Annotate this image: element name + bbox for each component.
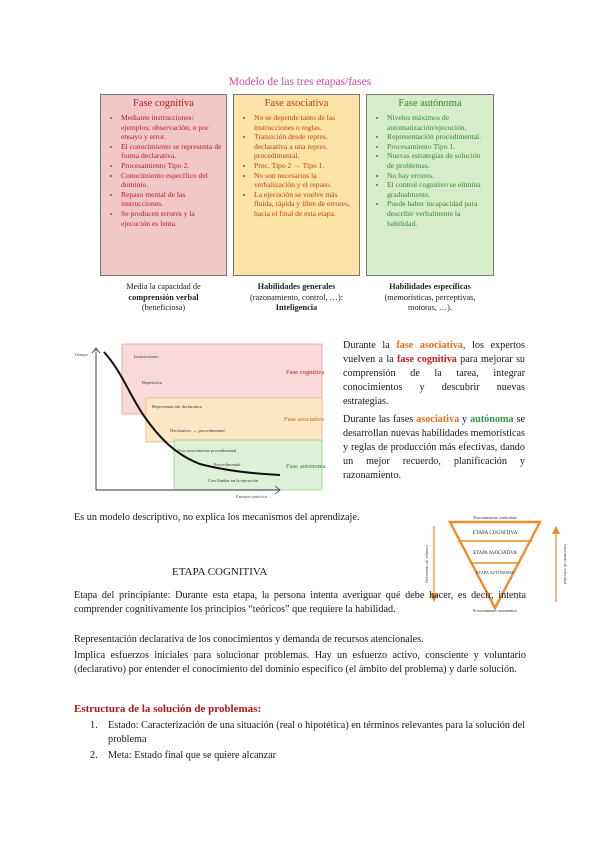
- curve-label: Procedimental: [214, 462, 241, 467]
- paragraph-principiante: Etapa del principiante: Durante esta etapa, la persona intenta averiguar qué debe hacer, es decir, intenta comprender cognitivamente los principios “teóricos” que requiere la habilidad.: [74, 590, 526, 615]
- learning-curve-diagram: [70, 336, 350, 502]
- list-item: • Puede haber incapacidad para describir verbalmente la habilidad.: [387, 199, 489, 228]
- triangle-right-label: Incremento de velocidad: [563, 544, 568, 584]
- text-run: y: [459, 414, 471, 425]
- triangle-top-label: Procesamiento controlado: [473, 515, 517, 520]
- highlight-asociativa: fase asociativa: [396, 340, 463, 351]
- caption-line: (razonamiento, control, …):: [249, 292, 344, 302]
- phase-autonoma-box: [366, 94, 494, 276]
- phase-label-asociativa: Fase asociativa: [284, 416, 325, 423]
- list-item: [90, 749, 526, 763]
- phase-label-autonoma: Fase autónoma: [286, 463, 326, 470]
- list-item: • Proc. Tipo 2 → Tipo 1.: [254, 161, 355, 171]
- paragraph-fase-asociativa: [343, 339, 525, 409]
- list-item: [90, 719, 526, 747]
- caption-line: Habilidades específicas: [389, 282, 471, 291]
- curve-label: Repetición: [142, 380, 162, 385]
- list-number: 2.: [90, 750, 98, 761]
- list-item: • No se depende tanto de las instrucciones o reglas.: [254, 113, 355, 132]
- triangle-level-cognitiva: ETAPA COGNITIVA: [472, 530, 518, 536]
- paragraph-representacion: Representación declarativa de los conocimientos y demanda de recursos atencionales.: [74, 634, 424, 645]
- caption-line: (beneficiosa): [141, 303, 186, 312]
- list-item: • Mediante instrucciones: ejemplos, observación, o por ensayo y error.: [121, 113, 222, 142]
- list-item: • Conocimiento específico del dominio.: [121, 171, 222, 190]
- paragraph-esfuerzos: Implica esfuerzos iniciales para solucionar problemas. Hay un esfuerzo activo, consciente y voluntario (declarativo) por entender el conocimiento del dominio específico (el ámbito del problema) y darle solución.: [74, 650, 526, 675]
- y-axis-label: Tiempo: [74, 352, 88, 357]
- caption-line: Inteligencia: [275, 303, 318, 312]
- model-description: Es un modelo descriptivo, no explica los mecanismos del aprendizaje.: [74, 512, 360, 523]
- curve-label: Uso conocimiento procedimental: [178, 448, 237, 453]
- caption-line: motoras, …).: [407, 303, 452, 312]
- list-number: 1.: [90, 720, 98, 731]
- section-heading: ETAPA COGNITIVA: [172, 566, 268, 578]
- list-item: • No son necesarios la verbalización y el repaso.: [254, 171, 355, 190]
- curve-label: Representación declarativa: [152, 404, 202, 409]
- page-title: Modelo de las tres etapas/fases: [228, 76, 372, 88]
- paragraph-fases-asociativa-autonoma: [343, 413, 525, 483]
- text-run: Durante la: [343, 340, 397, 351]
- text-run: , los expertos vuelven a la: [343, 340, 525, 365]
- list-text: Meta: Estado final que se quiere alcanzar: [108, 750, 277, 761]
- list-item: • Transición desde repres. declarativa a una repres. procedimental.: [254, 132, 355, 161]
- highlight-asociativa: asociativa: [416, 414, 460, 425]
- text-run: se desarrollan nuevas habilidades memorísticas y reglas de producción más efectivas, dando un mejor recuerdo, planificación y razonamiento.: [343, 414, 525, 481]
- phase-title: Fase autónoma: [398, 98, 462, 109]
- list-item: • El conocimiento se representa de forma declarativa.: [121, 142, 222, 161]
- list-text: Estado: Caracterización de una situación (real o hipotética) en términos relevantes para la solución del problema: [108, 720, 525, 745]
- triangle-level-autonoma: ETAPA AUTÓNOMA: [476, 570, 514, 575]
- phase-cognitiva-box: [100, 94, 227, 276]
- curve-label: Con fluidez en la ejecución: [208, 478, 259, 483]
- list-item: • Nuevas estrategias de solución de problemas.: [387, 151, 489, 170]
- caption-line: Media la capacidad de: [126, 282, 201, 291]
- phase-title: Fase asociativa: [264, 98, 329, 109]
- list-item: • La ejecución se vuelve más fluida, rápida y libre de errores, hacia el final de esta etapa.: [254, 190, 355, 219]
- under-caption-autonoma: [366, 282, 494, 314]
- phase-title: Fase cognitiva: [133, 98, 194, 109]
- subsection-heading: Estructura de la solución de problemas:: [74, 703, 262, 715]
- list-item: • No hay errores.: [387, 171, 489, 181]
- text-run: para mejorar su comprensión de la tarea, integrar conocimientos y descubrir nuevas estrategias.: [343, 354, 526, 407]
- text-run: Durante las fases: [343, 414, 417, 425]
- triangle-left-label: Incremento de esfuerzo: [424, 545, 429, 583]
- list-item: • El control cognitivo se elimina gradualmente.: [387, 180, 489, 199]
- highlight-autonoma: autónoma: [470, 414, 514, 425]
- under-caption-cognitiva: [100, 282, 227, 314]
- list-item: • Representación procedimental.: [387, 132, 489, 142]
- under-caption-asociativa: [228, 282, 365, 314]
- list-item: • Se producen errores y la ejecución es lenta.: [121, 209, 222, 228]
- highlight-cognitiva: fase cognitiva: [397, 354, 457, 365]
- caption-line: (memorísticas, perceptivas,: [384, 292, 476, 302]
- list-item: • Niveles máximos de automatización/ejecución.: [387, 113, 489, 132]
- curve-label: Instrucciones: [134, 354, 159, 359]
- right-arrow-head: [552, 526, 560, 534]
- list-item: • Repaso mental de las instrucciones.: [121, 190, 222, 209]
- list-item: • Procesamiento Tipo 1.: [387, 142, 489, 152]
- x-axis-label: Ensayos-práctica: [236, 494, 267, 499]
- caption-line: Habilidades generales: [257, 282, 336, 291]
- list-item: • Procesamiento Tipo 2.: [121, 161, 222, 171]
- phase-asociativa-box: [233, 94, 360, 276]
- triangle-level-asociativa: ETAPA ASOCIATIVA: [473, 551, 517, 556]
- caption-line: comprensión verbal: [128, 292, 199, 302]
- triangle-bottom-label: Procesamiento automático: [472, 608, 518, 612]
- curve-label: Declarativo → procedimental: [170, 428, 225, 433]
- phase-label-cognitiva: Fase cognitiva: [286, 369, 325, 376]
